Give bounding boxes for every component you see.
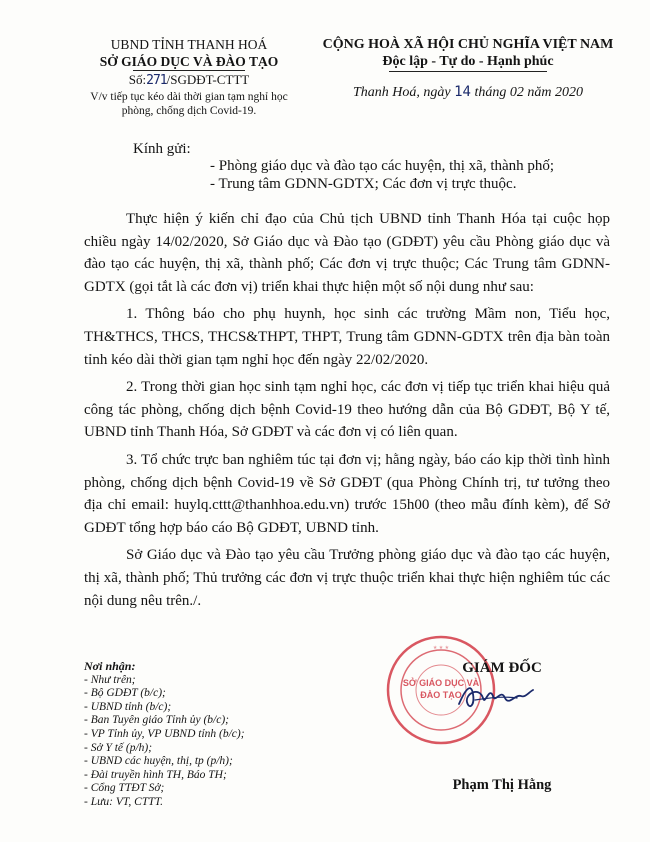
body-paragraph: 2. Trong thời gian học sinh tạm nghỉ học, các đơn vị tiếp tục triển khai hiệu quả công tác phòng, chống dịch bệnh Covid-19 theo hướng dẫn của Bộ GDĐT, Bộ Y tế, UBND tỉnh Thanh Hóa, Sở GDĐT và các đơn vị có liên quan. — [84, 379, 610, 441]
document-subject: V/v tiếp tục kéo dài thời gian tạm nghỉ học phòng, chống dịch Covid-19. — [90, 91, 288, 117]
stamp-ring-text: ★ ★ ★ — [432, 645, 450, 651]
receiver-item: - Như trên; — [84, 673, 136, 686]
issuing-authority-block — [78, 36, 300, 118]
body-paragraph: 3. Tổ chức trực ban nghiêm túc tại đơn vị; hằng ngày, báo cáo kịp thời tình hình phòng, chống dịch bệnh Covid-19 về Sở GDĐT (qua Phòng Chính trị, tư tưởng theo địa chỉ email: huylq.cttt@thanhhoa.edu.vn) trước 15h00 (theo mẫu đính kèm), để Sở GDĐT tổng hợp báo cáo Bộ GDĐT, UBND tỉnh. — [84, 451, 610, 536]
date-prefix: Thanh Hoá, ngày — [353, 85, 451, 100]
handwritten-signature — [455, 676, 535, 716]
national-motto: Độc lập - Tự do - Hạnh phúc — [382, 54, 554, 69]
recipient-line: - Phòng giáo dục và đào tạo các huyện, thị xã, thành phố; — [210, 158, 555, 174]
receivers-title: Nơi nhận: — [84, 659, 136, 673]
date-suffix: tháng 02 năm 2020 — [474, 85, 583, 100]
document-body — [84, 208, 610, 617]
national-header-block — [304, 36, 632, 101]
doc-number-suffix: /SGDĐT-CTTT — [166, 72, 250, 87]
receivers-list — [84, 660, 344, 810]
signer-name: Phạm Thị Hằng — [452, 777, 552, 793]
recipient-line: - Trung tâm GDNN-GDTX; Các đơn vị trực thuộc. — [210, 176, 517, 192]
signer-title: GIÁM ĐỐC — [462, 660, 542, 676]
agency-name: UBND TỈNH THANH HOÁ — [110, 37, 268, 52]
department-name: SỞ GIÁO DỤC VÀ ĐÀO TẠO — [99, 54, 279, 69]
stamp-text-top: SỞ GIÁO DỤC VÀ — [402, 678, 480, 688]
body-paragraph: Sở Giáo dục và Đào tạo yêu cầu Trưởng phòng giáo dục và đào tạo các huyện, thị xã, thành phố; Thủ trưởng các đơn vị trực thuộc triển khai thực hiện nghiêm túc các nội dung nêu trên./. — [84, 547, 610, 609]
date-day-handwritten: 14 — [454, 84, 471, 100]
receiver-item: - Bộ GDĐT (b/c); — [84, 687, 166, 700]
receiver-item: - Sở Y tế (p/h); — [84, 741, 153, 754]
doc-number-handwritten: 271 — [146, 73, 167, 88]
document-date — [304, 84, 632, 101]
republic-name: CỘNG HOÀ XÃ HỘI CHỦ NGHĨA VIỆT NAM — [322, 37, 614, 52]
receiver-item: - UBND các huyện, thị, tp (p/h); — [84, 755, 233, 768]
receiver-item: - Đài truyền hình TH, Báo TH; — [84, 768, 227, 781]
body-paragraph: Thực hiện ý kiến chỉ đạo của Chủ tịch UBND tỉnh Thanh Hóa tại cuộc họp chiều ngày 14/02/2020, Sở Giáo dục và Đào tạo (GDĐT) yêu cầu Phòng giáo dục và đào tạo các huyện, thị xã, thành phố; Các đơn vị trực thuộc; Các Trung tâm GDNN-GDTX (gọi tắt là các đơn vị) triển khai thực hiện một số nội dung như sau: — [84, 211, 610, 295]
receiver-item: - Cổng TTĐT Sở; — [84, 782, 165, 795]
receiver-item: - Lưu: VT, CTTT. — [84, 795, 164, 808]
document-number — [78, 71, 300, 89]
receiver-item: - UBND tỉnh (b/c); — [84, 700, 172, 713]
receiver-item: - Ban Tuyên giáo Tỉnh ủy (b/c); — [84, 714, 230, 727]
receiver-item: - VP Tỉnh ủy, VP UBND tỉnh (b/c); — [84, 727, 245, 740]
stamp-text-mid: ĐÀO TẠO — [420, 690, 462, 700]
motto-underline — [389, 71, 547, 72]
doc-number-prefix: Số: — [128, 72, 147, 87]
greeting: Kính gửi: — [133, 141, 191, 157]
body-paragraph: 1. Thông báo cho phụ huynh, học sinh các trường Mầm non, Tiểu học, TH&THCS, THCS, THCS&THPT, THPT, Trung tâm GDNN-GDTX trên địa bàn toàn tỉnh kéo dài thời gian tạm nghỉ học đến ngày 22/02/2020. — [84, 306, 610, 368]
